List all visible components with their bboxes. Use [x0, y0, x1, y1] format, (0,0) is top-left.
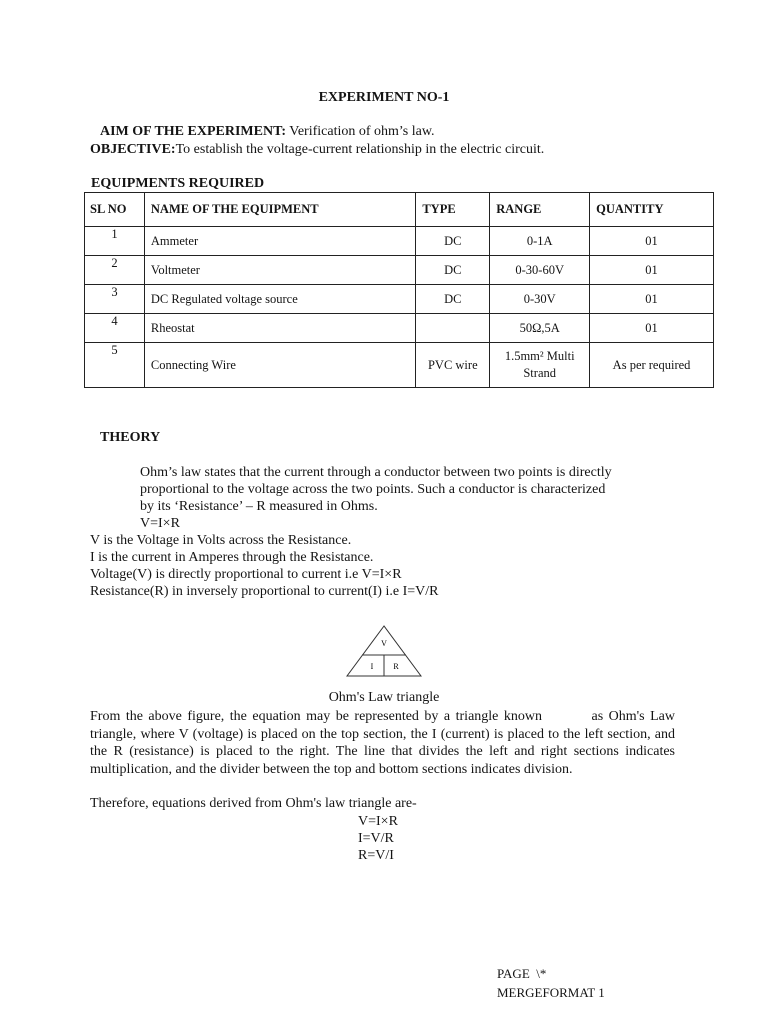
cell-range: 50Ω,5A — [490, 314, 590, 343]
definition-line: V is the Voltage in Volts across the Resistance. — [90, 533, 352, 548]
header-name: NAME OF THE EQUIPMENT — [144, 193, 415, 227]
header-quantity: QUANTITY — [590, 193, 714, 227]
cell-sl: 1 — [85, 227, 145, 256]
triangle-caption: Ohm's Law triangle — [328, 690, 440, 705]
cell-sl: 4 — [85, 314, 145, 343]
cell-type: DC — [416, 227, 490, 256]
header-type: TYPE — [416, 193, 490, 227]
table-row — [85, 314, 714, 343]
table-row — [85, 343, 714, 388]
objective-label: OBJECTIVE: — [90, 142, 176, 157]
cell-sl: 5 — [85, 343, 145, 388]
cell-quantity: 01 — [590, 227, 714, 256]
cell-range: 0-30V — [490, 285, 590, 314]
cell-sl: 3 — [85, 285, 145, 314]
cell-type: DC — [416, 256, 490, 285]
header-range: RANGE — [490, 193, 590, 227]
cell-type — [416, 314, 490, 343]
cell-quantity: 01 — [590, 314, 714, 343]
ohms-law-triangle-diagram — [344, 624, 424, 680]
triangle-right-label: R — [393, 662, 399, 671]
cell-quantity: 01 — [590, 256, 714, 285]
definition-line: I is the current in Amperes through the Resistance. — [90, 550, 374, 565]
theory-heading: THEORY — [100, 430, 161, 445]
table-header-row — [85, 193, 714, 227]
objective-line — [90, 142, 544, 158]
theory-line: by its ‘Resistance’ – R measured in Ohms. — [140, 499, 378, 514]
theory-line: proportional to the voltage across the two points. Such a conductor is characterized — [140, 482, 606, 497]
equipments-heading: EQUIPMENTS REQUIRED — [91, 176, 265, 191]
cell-quantity: As per required — [590, 343, 714, 388]
cell-name: Voltmeter — [144, 256, 415, 285]
table-row — [85, 285, 714, 314]
cell-name: Ammeter — [144, 227, 415, 256]
cell-name: Connecting Wire — [144, 343, 415, 388]
table-row — [85, 227, 714, 256]
cell-type: PVC wire — [416, 343, 490, 388]
triangle-left-label: I — [370, 662, 374, 671]
equation-2: I=V/R — [358, 831, 394, 846]
cell-range: 0-1A — [490, 227, 590, 256]
theory-definitions — [90, 532, 438, 600]
aim-text: Verification of ohm’s law. — [286, 124, 435, 139]
header-sl-no: SL NO — [85, 193, 145, 227]
definition-line: Voltage(V) is directly proportional to current i.e V=I×R — [90, 567, 402, 582]
equation-1: V=I×R — [358, 814, 398, 829]
theory-formula: V=I×R — [140, 516, 180, 531]
equation-3: R=V/I — [358, 848, 394, 863]
objective-text: To establish the voltage-current relationship in the electric circuit. — [175, 142, 545, 157]
table-row — [85, 256, 714, 285]
cell-type: DC — [416, 285, 490, 314]
footer-page-field: PAGE \* — [497, 966, 547, 981]
cell-sl: 2 — [85, 256, 145, 285]
cell-range: 0-30-60V — [490, 256, 590, 285]
cell-quantity: 01 — [590, 285, 714, 314]
explanation-paragraph: From the above figure, the equation may be represented by a triangle known as Ohm's Law triangle, where V (voltage) is placed on the top section, the I (current) is placed to the left section, and the R (resistance) is placed to the right. The line that divides the left and right sections indicates multiplication, and the divider between the top and bottom sections indicates division. — [90, 709, 679, 777]
equipment-table — [84, 192, 714, 388]
page-title: EXPERIMENT NO-1 — [318, 90, 450, 105]
aim-label: AIM OF THE EXPERIMENT: — [100, 124, 287, 139]
therefore-line: Therefore, equations derived from Ohm's law triangle are- — [90, 796, 417, 811]
aim-line — [100, 124, 435, 140]
triangle-top-label: V — [381, 639, 387, 648]
definition-line: Resistance(R) in inversely proportional to current(I) i.e I=V/R — [90, 584, 439, 599]
cell-name: Rheostat — [144, 314, 415, 343]
footer-mergeformat-field: MERGEFORMAT 1 — [497, 985, 605, 1000]
theory-line: Ohm’s law states that the current through a conductor between two points is directly — [140, 465, 612, 480]
cell-name: DC Regulated voltage source — [144, 285, 415, 314]
theory-paragraph — [140, 464, 612, 532]
cell-range: 1.5mm² Multi Strand — [490, 343, 590, 388]
